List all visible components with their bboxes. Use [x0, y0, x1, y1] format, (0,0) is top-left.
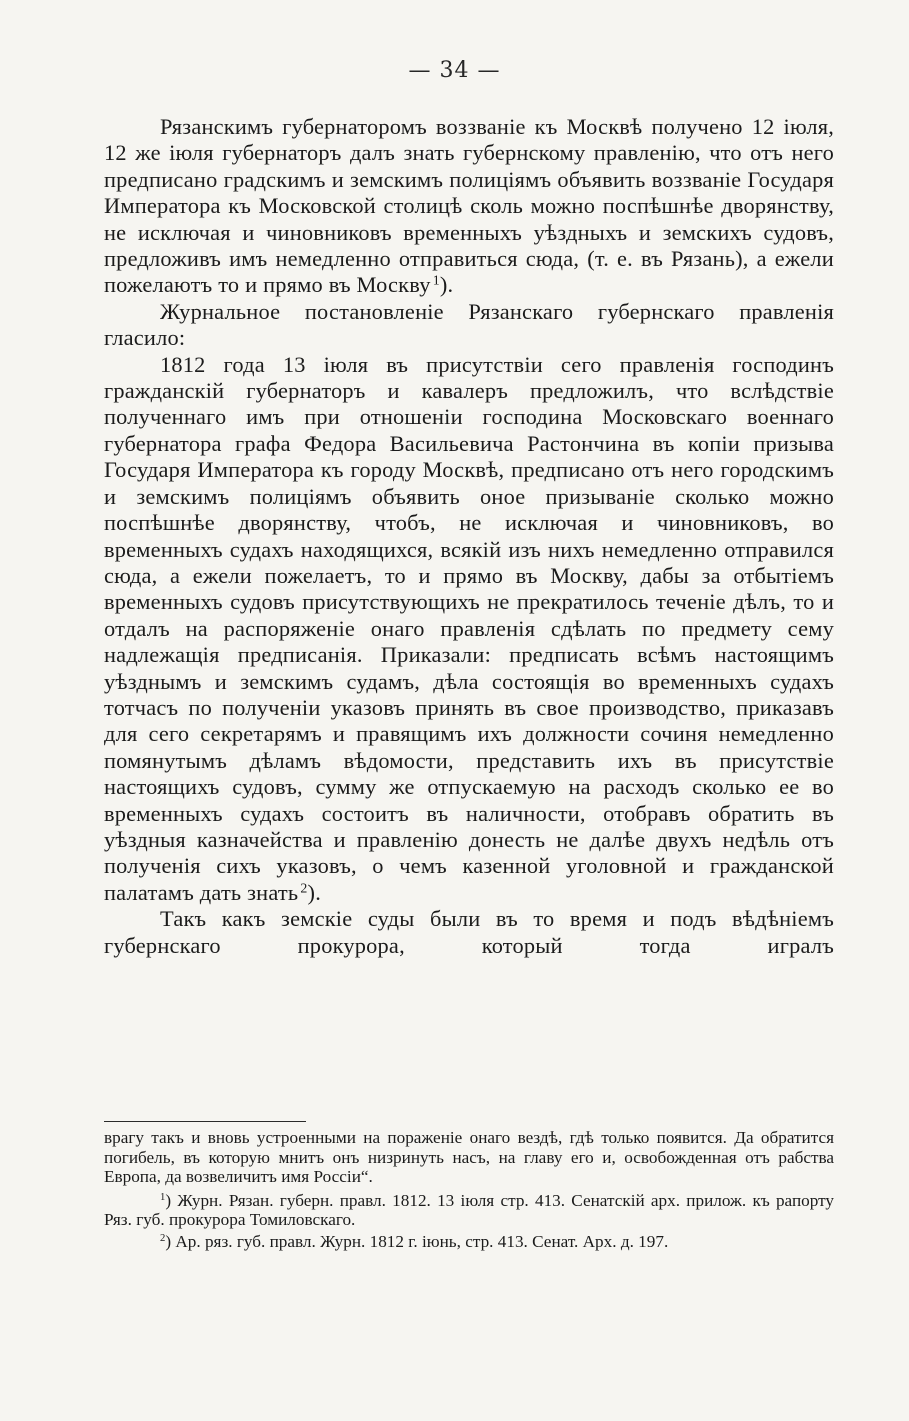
paragraph — [104, 114, 834, 299]
paragraph-text: Рязанскимъ губернаторомъ воззваніе къ Москвѣ получено 12 іюля, 12 же іюля губернаторъ далъ знать губернскому правленію, что отъ него предписано градскимъ и земскимъ полиціямъ объявить воззваніе Государя Императора къ Московской столицѣ сколь можно поспѣшнѣе дворянству, не исключая и чиновниковъ временныхъ уѣздныхъ и земскихъ судовъ, предложивъ имъ немедленно отправиться сюда, (т. е. въ Рязань), а ежели пожелаютъ то и прямо въ Москву — [104, 114, 834, 298]
paragraph — [104, 906, 834, 959]
paragraph-text: Журнальное постановленіе Рязанскаго губернскаго правленія гласило: — [104, 298, 834, 351]
footnote-mark: 1 — [160, 1191, 166, 1203]
footnote-text: ) Журн. Рязан. губерн. правл. 1812. 13 іюля стр. 413. Сенатскій арх. прилож. къ рапорту Ряз. губ. прокурора Томиловскаго. — [104, 1190, 834, 1230]
paragraph-closing: ). — [439, 272, 454, 298]
paragraph-text: Такъ какъ земскіе суды были въ то время и подъ вѣдѣніемъ губернскаго прокурора, который тогда игралъ — [104, 906, 834, 958]
paragraph-closing: ). — [307, 879, 322, 905]
footnote-mark: 2 — [160, 1233, 166, 1245]
footnote-text: ) Ар. ряз. губ. правл. Журн. 1812 г. іюнь, стр. 413. Сенат. Арх. д. 197. — [165, 1231, 669, 1251]
footnote-divider — [104, 1121, 306, 1122]
page-number: — 34 — — [408, 58, 501, 83]
footnote-reference: 1 — [432, 273, 440, 289]
paragraph-text: 1812 года 13 іюля въ присутствіи сего правленія господинъ гражданскій губернаторъ и кавалеръ предложилъ, что вслѣдствіе полученнаго имъ при отношеніи господина Московскаго военнаго губернатора графа Федора Васильевича Растончина въ копіи призыва Государя Императора къ городу Москвѣ, предписано отъ него городскимъ и земскимъ полиціямъ объявить оное призываніе сколько можно поспѣшнѣе дворянству, чтобъ, не исключая и чиновниковъ, во временныхъ судахъ находящихся, всякій изъ нихъ немедленно отправился сюда, а ежели пожелаетъ, то и прямо въ Москву, дабы за отбытіемъ временныхъ судовъ присутствующихъ не прекратилось теченіе дѣлъ, то и отдалъ на распоряженіе онаго правленія сдѣлать по предмету сему надлежащія предписанія. Приказали: предписать всѣмъ настоящимъ уѣзднымъ и земскимъ судамъ, дѣла состоящія во временныхъ судахъ тотчасъ по полученіи указовъ принять въ свое производство, приказавъ для сего секретарямъ и правящимъ ихъ должности сочиня немедленно помянутымъ дѣламъ вѣдомости, представить ихъ въ присутствіе настоящихъ судовъ, сумму же отпускаемую на расходъ сколько ее во временныхъ судахъ состоитъ въ наличности, отобравъ обратить въ уѣздныя казначейства и правленію донесть не далѣе двухъ недѣль отъ полученія сихъ указовъ, о чемъ казенной уголовной и гражданской палатамъ дать знать — [104, 351, 834, 905]
footnote-continuation: врагу такъ и вновь устроенными на пораженіе онаго вездѣ, гдѣ только появится. Да обратится погибель, въ которую мнитъ онъ низринуть насъ, на главу его и, освобожденная отъ рабства Европа, да возвеличитъ имя Россіи“. — [104, 1128, 834, 1187]
footnotes — [104, 1128, 834, 1252]
footnote — [104, 1191, 834, 1230]
footnote-reference: 2 — [300, 881, 308, 897]
footnote — [104, 1232, 834, 1252]
paragraph — [104, 299, 834, 352]
quoted-journal-entry — [104, 352, 834, 907]
main-text — [104, 114, 834, 959]
